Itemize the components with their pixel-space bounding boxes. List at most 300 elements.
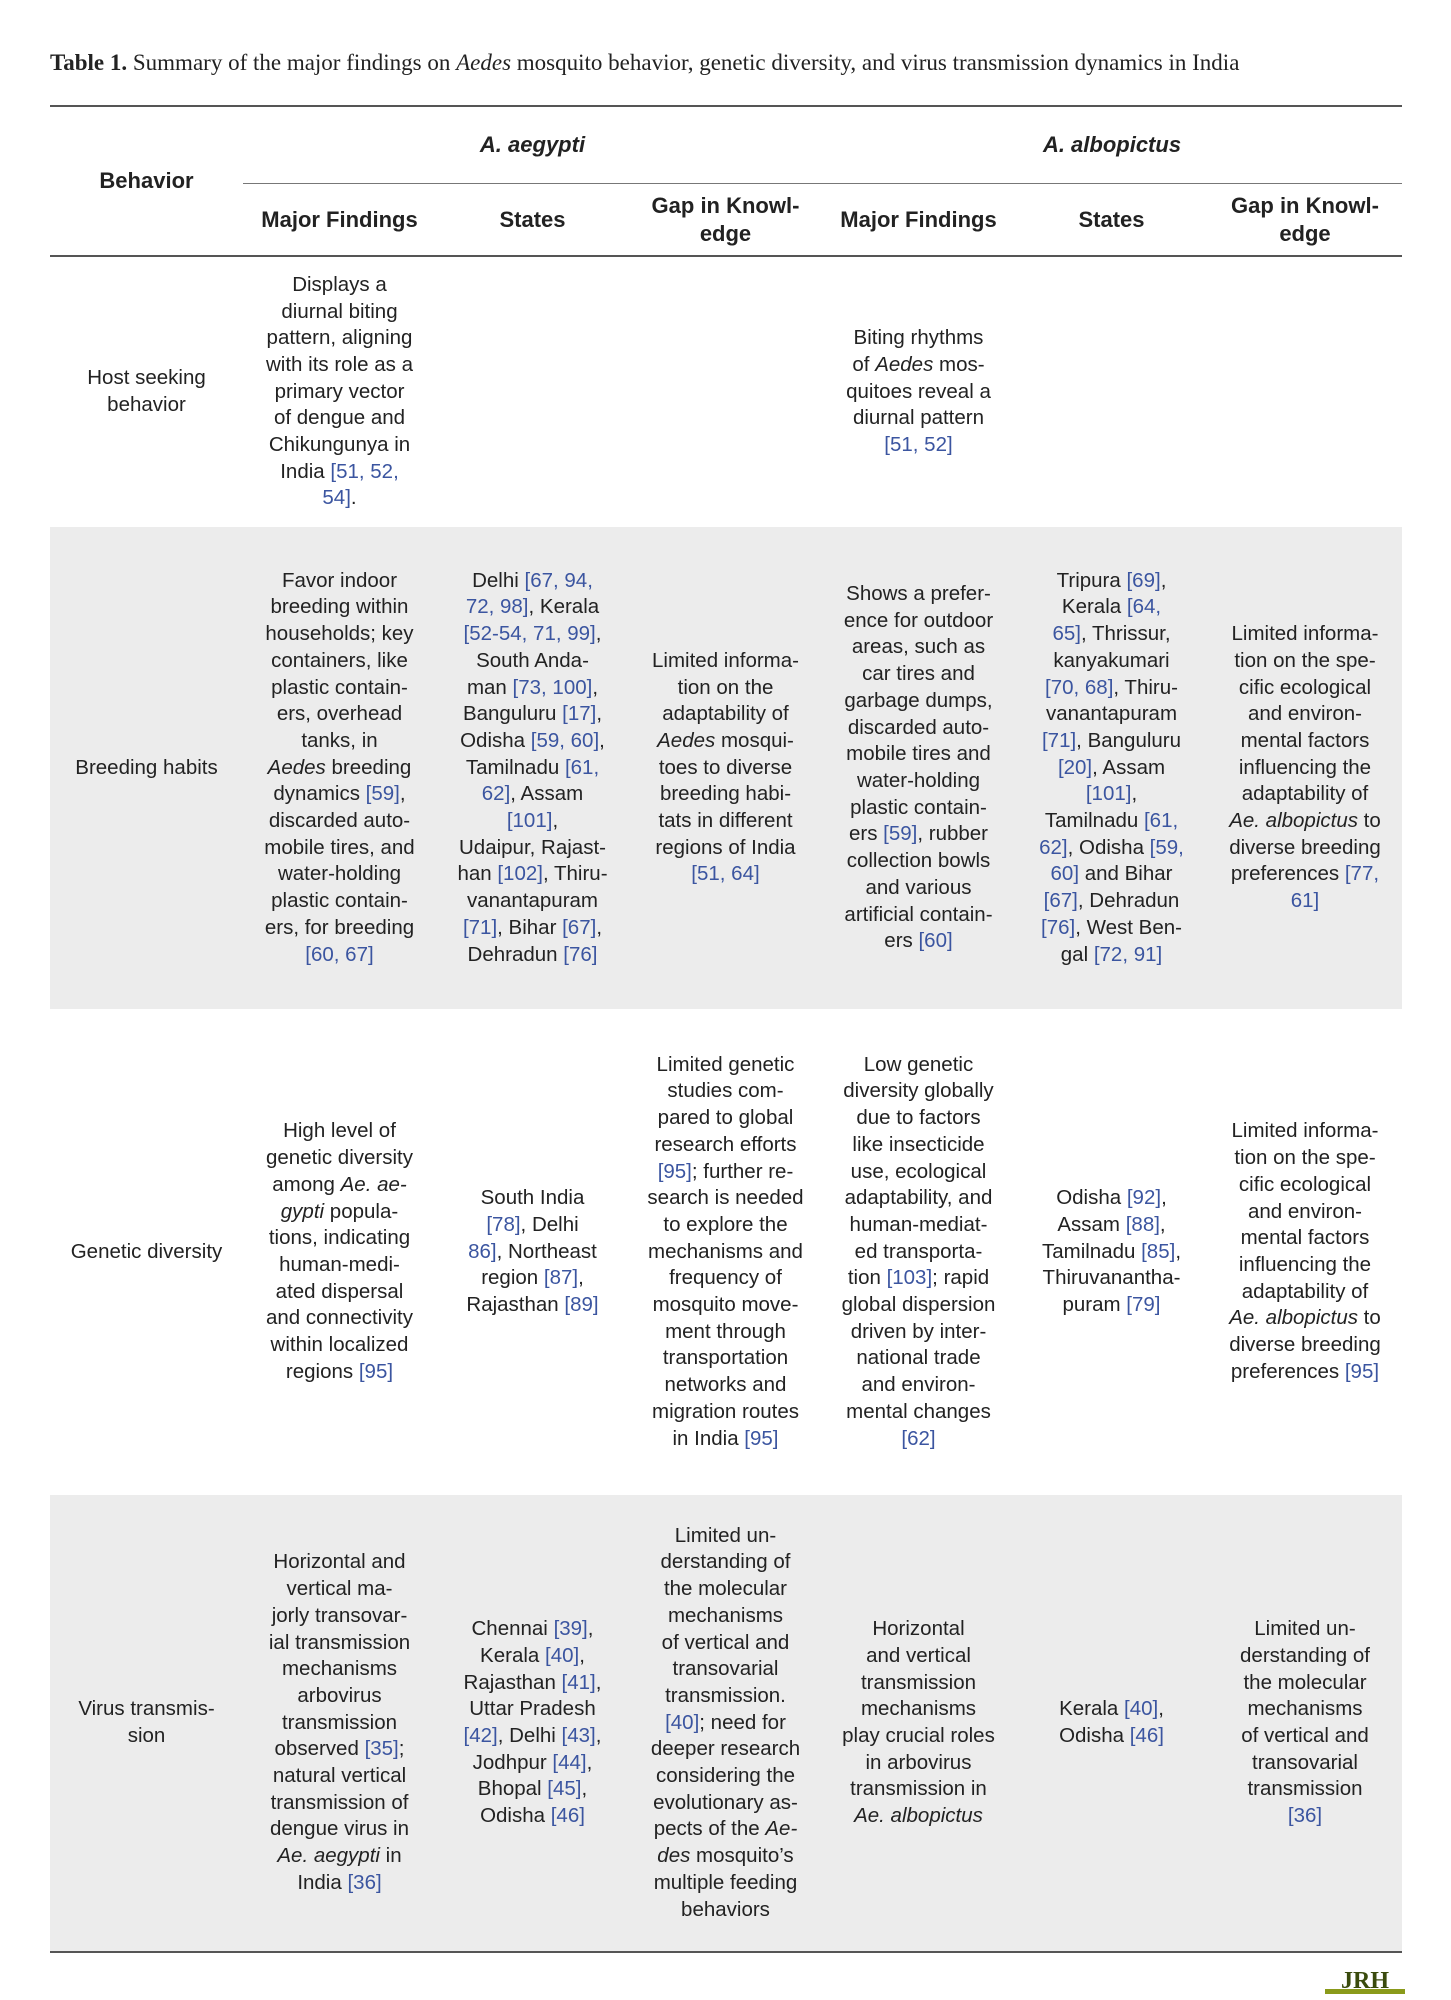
reference-link: [76] (563, 942, 598, 966)
cell-text: , (581, 1777, 588, 1801)
cell-line (844, 688, 993, 715)
cell-line (264, 755, 414, 782)
cell-text: , (1159, 1212, 1166, 1236)
cell-line (269, 1549, 410, 1576)
cell-text: deeper research (650, 1737, 801, 1761)
cell-line (1229, 1252, 1381, 1279)
cell-text: of vertical and (1241, 1724, 1369, 1747)
cell-text: Tamilnadu (1041, 1239, 1142, 1263)
reference-link: [72, 91] (1093, 942, 1163, 966)
cell-text: Bhopal (477, 1777, 548, 1801)
reference-link: [61, (564, 755, 600, 779)
cell-text: Odisha (480, 1804, 551, 1828)
cell-line (1039, 808, 1184, 835)
cell-line (651, 1897, 800, 1924)
cell-line (842, 1696, 995, 1723)
cell-text: mental changes (846, 1399, 991, 1423)
cell-text: tion on the (677, 675, 774, 699)
italic-term: Aedes (267, 755, 326, 779)
italic-term: Ae. ae- (340, 1172, 407, 1196)
cell-text: garbage dumps, (844, 688, 993, 712)
cell-text: popula- (324, 1199, 399, 1223)
cell-text: ers, overhead (276, 702, 403, 726)
cell-text: Rajasthan (466, 1293, 565, 1317)
cell-line (1059, 1723, 1164, 1750)
reference-link: [59] (883, 822, 918, 846)
reference-link: [51, 64] (691, 862, 760, 886)
behavior-line: behavior (107, 393, 186, 416)
behavior-line: Breeding habits (75, 755, 218, 779)
cell-line (647, 1345, 803, 1372)
cell-text: , Northeast (496, 1239, 597, 1263)
cell-text: Assam (1057, 1212, 1126, 1236)
cell-line (1039, 568, 1184, 595)
cell-line (842, 1265, 996, 1292)
cell-text: ; further re- (691, 1159, 794, 1183)
cell-line (647, 1185, 803, 1212)
cell-text: Horizontal (872, 1617, 965, 1641)
reference-link: [95] (358, 1359, 394, 1383)
cell-text: and environ- (1248, 1199, 1362, 1223)
cell-text: containers, like (271, 648, 408, 672)
aegypti-gap-cell-host-seeking (629, 257, 822, 527)
cell-line (1229, 808, 1381, 835)
cell-text: , Thiru- (1113, 675, 1178, 699)
cell-line (1229, 1225, 1381, 1252)
cell-text: natural vertical (272, 1764, 407, 1788)
cell-line (844, 821, 993, 848)
reference-link: [71] (1041, 728, 1077, 752)
cell-line (842, 1132, 996, 1159)
cell-text: han (457, 862, 498, 886)
cell-text: ; need for (699, 1710, 786, 1734)
cell-line (647, 1292, 803, 1319)
reference-link: [36] (347, 1870, 382, 1894)
italic-term: Ae. albopictus (1229, 809, 1358, 833)
cell-text: , (596, 915, 603, 939)
cell-line (266, 1279, 413, 1306)
cell-text: diverse breeding (1229, 1333, 1381, 1357)
cell-text: influencing the (1238, 755, 1372, 779)
cell-line (844, 928, 993, 955)
cell-text: transmission (1247, 1777, 1363, 1801)
caption-text-pre: Summary of the major findings on (127, 50, 457, 75)
cell-text: water-holding (277, 862, 402, 886)
cell-text: Rajasthan (463, 1670, 562, 1694)
cell-text: ed transporta- (854, 1239, 983, 1263)
cell-line (464, 1776, 602, 1803)
cell-line (464, 1670, 602, 1697)
cell-text: and vertical (866, 1643, 971, 1667)
cell-text: tats in different (658, 809, 793, 833)
cell-text: the molecular (663, 1577, 788, 1601)
reference-link: [36] (1287, 1804, 1323, 1828)
cell-line (651, 1843, 800, 1870)
cell-text: driven by inter- (850, 1319, 987, 1343)
cell-text: ; rapid (932, 1266, 990, 1290)
cell-text: , Odisha (1067, 835, 1150, 859)
cell-line (844, 768, 993, 795)
cell-text: Displays a (292, 272, 387, 296)
cell-text: High level of (283, 1119, 396, 1143)
aegypti-findings-cell-host-seeking (243, 257, 436, 527)
cell-text: derstanding of (1240, 1643, 1370, 1667)
reference-link: 62] (1039, 835, 1068, 859)
cell-line (1240, 1616, 1370, 1643)
cell-text: , (1161, 1186, 1167, 1210)
cell-text: and Bihar (1079, 862, 1173, 886)
reference-link: [76] (1041, 915, 1076, 939)
cell-line (466, 1292, 598, 1319)
cell-line (1042, 1185, 1181, 1212)
cell-text: tanks, in (301, 728, 378, 752)
cell-text: Dehradun (467, 942, 564, 966)
cell-text: multiple feeding (653, 1870, 798, 1894)
cell-line (266, 272, 413, 299)
reference-link: [17] (562, 702, 597, 726)
journal-logo (1325, 1968, 1405, 1994)
cell-text: tion on the spe- (1234, 1146, 1376, 1170)
behavior-cell-virus (50, 1495, 243, 1951)
italic-term: Ae- (765, 1817, 798, 1841)
cell-line (466, 1185, 598, 1212)
cell-line (842, 1185, 996, 1212)
cell-text: search is needed (647, 1186, 804, 1210)
aegypti-states-cell-genetic (436, 1009, 629, 1495)
header-species-aegypti-label: A. aegypti (479, 132, 586, 157)
cell-line (844, 875, 993, 902)
cell-text: India (280, 459, 331, 483)
cell-line (269, 1763, 410, 1790)
cell-line (652, 861, 799, 888)
behavior-line: sion (127, 1724, 166, 1747)
cell-text: transmission. (665, 1683, 786, 1707)
cell-text: within localized (270, 1333, 409, 1357)
cell-line (842, 1776, 995, 1803)
cell-text: tion (847, 1266, 887, 1290)
reference-link: [95] (1344, 1359, 1380, 1383)
cell-line (842, 1670, 995, 1697)
cell-text: to (1357, 809, 1381, 833)
cell-line (1039, 888, 1184, 915)
cell-text: man (466, 675, 513, 699)
caption-label: Table 1. (50, 50, 128, 75)
cell-line (269, 1843, 410, 1870)
cell-text: , (595, 1724, 602, 1747)
reference-link: [70, 68] (1045, 675, 1114, 699)
header-aegypti-findings (243, 185, 436, 255)
albopictus-findings-cell-virus (822, 1495, 1015, 1951)
cell-text: mobile tires, and (264, 835, 415, 859)
cell-text: discarded auto- (268, 809, 411, 833)
cell-text: discarded auto- (847, 715, 990, 739)
cell-line (1042, 1292, 1181, 1319)
reference-link: [67] (1043, 889, 1078, 913)
cell-text: ers (848, 822, 884, 846)
cell-line (1042, 1265, 1181, 1292)
caption-text-post: mosquito behavior, genetic diversity, and virus transmission dynamics in India (511, 50, 1240, 75)
cell-line (846, 325, 991, 352)
cell-line (457, 621, 607, 648)
albopictus-states-cell-virus (1015, 1495, 1208, 1951)
cell-text: , (579, 1643, 585, 1667)
cell-line (457, 942, 607, 969)
cell-line (264, 621, 414, 648)
cell-line (264, 781, 414, 808)
cell-line (264, 701, 414, 728)
cell-text: adaptability, and (844, 1186, 993, 1210)
reference-link: [62] (901, 1426, 936, 1450)
cell-text: among (272, 1172, 341, 1196)
cell-line (652, 648, 799, 675)
cell-line (466, 1212, 598, 1239)
cell-text: , Assam (1092, 755, 1166, 779)
cell-text: and environ- (861, 1373, 976, 1397)
cell-text: South Anda- (476, 648, 589, 672)
cell-line (464, 1616, 602, 1643)
cell-line (1229, 728, 1381, 755)
cell-line (842, 1426, 996, 1453)
cell-text: water-holding (856, 769, 981, 792)
reference-link: [59] (365, 782, 400, 806)
aegypti-findings-cell-genetic (243, 1009, 436, 1495)
cell-line (457, 861, 607, 888)
reference-link: 60] (1050, 862, 1080, 886)
cell-line (844, 848, 993, 875)
cell-line (269, 1790, 410, 1817)
cell-text: Jodhpur (472, 1750, 553, 1774)
cell-text: mos- (933, 352, 985, 376)
header-aegypti-gap-line2: edge (699, 221, 752, 246)
cell-line (266, 325, 413, 352)
reference-link: 72, 98] (465, 595, 529, 619)
cell-text: human-medi- (279, 1253, 400, 1276)
cell-text: Thiruvanantha- (1042, 1266, 1181, 1290)
cell-text: , Thrissur, (1080, 622, 1171, 646)
header-albopictus-gap (1208, 185, 1402, 255)
header-aegypti-gap (629, 185, 822, 255)
cell-line (647, 1212, 803, 1239)
cell-line (1229, 621, 1381, 648)
cell-line (1229, 1305, 1381, 1332)
cell-text: transovarial (672, 1657, 779, 1681)
italic-term: Aedes (657, 728, 716, 752)
reference-link: [35] (364, 1737, 399, 1761)
cell-line (652, 755, 799, 782)
albopictus-states-cell-breeding (1015, 527, 1208, 1009)
cell-text: Chikungunya in (268, 433, 411, 457)
cell-text: Odisha (1056, 1186, 1127, 1210)
header-albopictus-findings-label: Major Findings (840, 207, 997, 232)
header-albopictus-findings (822, 185, 1015, 255)
italic-term: gypti (280, 1199, 325, 1223)
cell-text: areas, such as (851, 635, 986, 659)
cell-line (1229, 755, 1381, 782)
cell-line (647, 1105, 803, 1132)
albopictus-findings-cell-breeding (822, 527, 1015, 1009)
cell-line (266, 432, 413, 459)
cell-text: plastic contain- (271, 675, 408, 699)
cell-line (266, 1359, 413, 1386)
cell-line (1240, 1803, 1370, 1830)
reference-link: [60] (918, 929, 953, 953)
cell-line (464, 1803, 602, 1830)
cell-line (264, 915, 414, 942)
cell-line (264, 888, 414, 915)
cell-text: and environ- (1248, 702, 1362, 726)
cell-line (1229, 1279, 1381, 1306)
cell-text: of vertical and (661, 1630, 790, 1654)
cell-text: transmission (860, 1670, 977, 1694)
cell-text: , Banguluru (1076, 728, 1182, 752)
cell-text: regions of India (655, 835, 796, 859)
cell-text: South India (480, 1186, 585, 1210)
behavior-cell-breeding (50, 527, 243, 1009)
cell-line (647, 1159, 803, 1186)
cell-line (1229, 1332, 1381, 1359)
aegypti-findings-cell-virus (243, 1495, 436, 1951)
albopictus-states-cell-genetic (1015, 1009, 1208, 1495)
header-species-aegypti (243, 107, 822, 183)
cell-text: quitoes reveal a (846, 379, 991, 403)
cell-line (651, 1630, 800, 1657)
cell-line (842, 1803, 995, 1830)
cell-text: ; (398, 1737, 405, 1761)
table-bottom-rule (50, 1951, 1402, 1953)
reference-link: 86] (468, 1239, 497, 1263)
cell-text: Tamilnadu (465, 755, 565, 779)
reference-link: [40] (545, 1643, 580, 1667)
cell-text: mosquito’s (690, 1844, 794, 1868)
cell-text: Shows a prefer- (846, 582, 991, 606)
cell-text: toes to diverse (658, 755, 793, 779)
header-albopictus-gap-line2: edge (1279, 221, 1331, 246)
cell-line (647, 1239, 803, 1266)
cell-text: transmission in (850, 1777, 987, 1801)
reference-link: [67] (562, 915, 597, 939)
cell-line (842, 1078, 996, 1105)
aegypti-gap-cell-genetic (629, 1009, 822, 1495)
cell-line (1229, 648, 1381, 675)
cell-text: , (586, 1750, 593, 1774)
cell-text: migration routes (652, 1399, 799, 1423)
cell-line (652, 835, 799, 862)
cell-text: due to factors (856, 1106, 981, 1130)
cell-line (651, 1870, 800, 1897)
cell-line (842, 1345, 996, 1372)
reference-link: [92] (1126, 1186, 1162, 1210)
cell-line (652, 781, 799, 808)
cell-text: , rubber (917, 822, 989, 846)
cell-text: mental factors (1240, 1226, 1370, 1250)
cell-line (264, 942, 414, 969)
cell-text: pattern, aligning (266, 326, 413, 350)
cell-line (844, 902, 993, 929)
cell-line (269, 1816, 410, 1843)
cell-text: play crucial roles (842, 1724, 995, 1747)
cell-line (652, 808, 799, 835)
reference-link: [59, 60] (530, 728, 600, 752)
italic-term: Ae. albopictus (1229, 1306, 1358, 1330)
cell-line (1229, 888, 1381, 915)
cell-line (464, 1696, 602, 1723)
cell-line (842, 1399, 996, 1426)
cell-text: , (1131, 782, 1138, 806)
cell-text: Limited informa- (1231, 622, 1379, 646)
cell-text: Limited un- (1254, 1617, 1356, 1641)
behavior-cell-host-seeking (50, 257, 243, 527)
header-albopictus-states-label: States (1078, 207, 1145, 232)
cell-text: Horizontal and (273, 1550, 406, 1574)
cell-text: Low genetic (863, 1052, 974, 1076)
cell-line (264, 835, 414, 862)
cell-line (651, 1736, 800, 1763)
cell-text: mosquito move- (652, 1293, 799, 1317)
cell-text: , Dehradun (1077, 889, 1180, 913)
reference-link: [71] (462, 915, 498, 939)
cell-line (457, 701, 607, 728)
cell-line (266, 485, 413, 512)
reference-link: [40] (665, 1710, 700, 1734)
cell-line (269, 1683, 410, 1710)
cell-line (1039, 915, 1184, 942)
cell-line (647, 1052, 803, 1079)
cell-text: global dispersion (841, 1293, 996, 1317)
cell-text: Limited genetic (656, 1052, 795, 1076)
cell-line (457, 594, 607, 621)
cell-line (1229, 1145, 1381, 1172)
cell-text: , (1175, 1239, 1182, 1263)
reference-link: [101] (506, 809, 553, 833)
cell-line (457, 888, 607, 915)
caption-text-italic: Aedes (456, 50, 512, 75)
cell-line (647, 1372, 803, 1399)
cell-line (846, 352, 991, 379)
header-aegypti-findings-label: Major Findings (261, 207, 418, 232)
reference-link: [45] (547, 1777, 582, 1801)
cell-line (651, 1790, 800, 1817)
reference-link: [59, (1149, 835, 1184, 859)
cell-line (457, 835, 607, 862)
cell-text: evolutionary as- (653, 1790, 798, 1814)
cell-text: vanantapuram (1045, 702, 1178, 726)
cell-line (1240, 1643, 1370, 1670)
reference-link: [40] (1124, 1697, 1159, 1721)
cell-line (846, 405, 991, 432)
cell-line (651, 1523, 800, 1550)
cell-text: , (552, 809, 559, 833)
cell-text: households; key (265, 622, 414, 646)
cell-text: Delhi (472, 568, 525, 592)
cell-line (1059, 1696, 1164, 1723)
cell-line (1240, 1776, 1370, 1803)
cell-line (652, 675, 799, 702)
header-aegypti-gap-line1: Gap in Knowl- (651, 193, 800, 218)
italic-term: Aedes (875, 352, 934, 376)
cell-text: primary vector (274, 379, 405, 403)
italic-term: Ae. albopictus (854, 1804, 983, 1828)
cell-text: ence for outdoor (843, 608, 994, 632)
cell-text: cific ecological (1238, 1172, 1372, 1196)
cell-text: car tires and (862, 662, 975, 686)
albopictus-gap-cell-virus (1208, 1495, 1402, 1951)
aegypti-states-cell-virus (436, 1495, 629, 1951)
behavior-cell-genetic (50, 1009, 243, 1495)
cell-line (264, 594, 414, 621)
reference-link: [46] (1129, 1724, 1164, 1747)
cell-line (1229, 861, 1381, 888)
reference-link: [20] (1057, 755, 1093, 779)
